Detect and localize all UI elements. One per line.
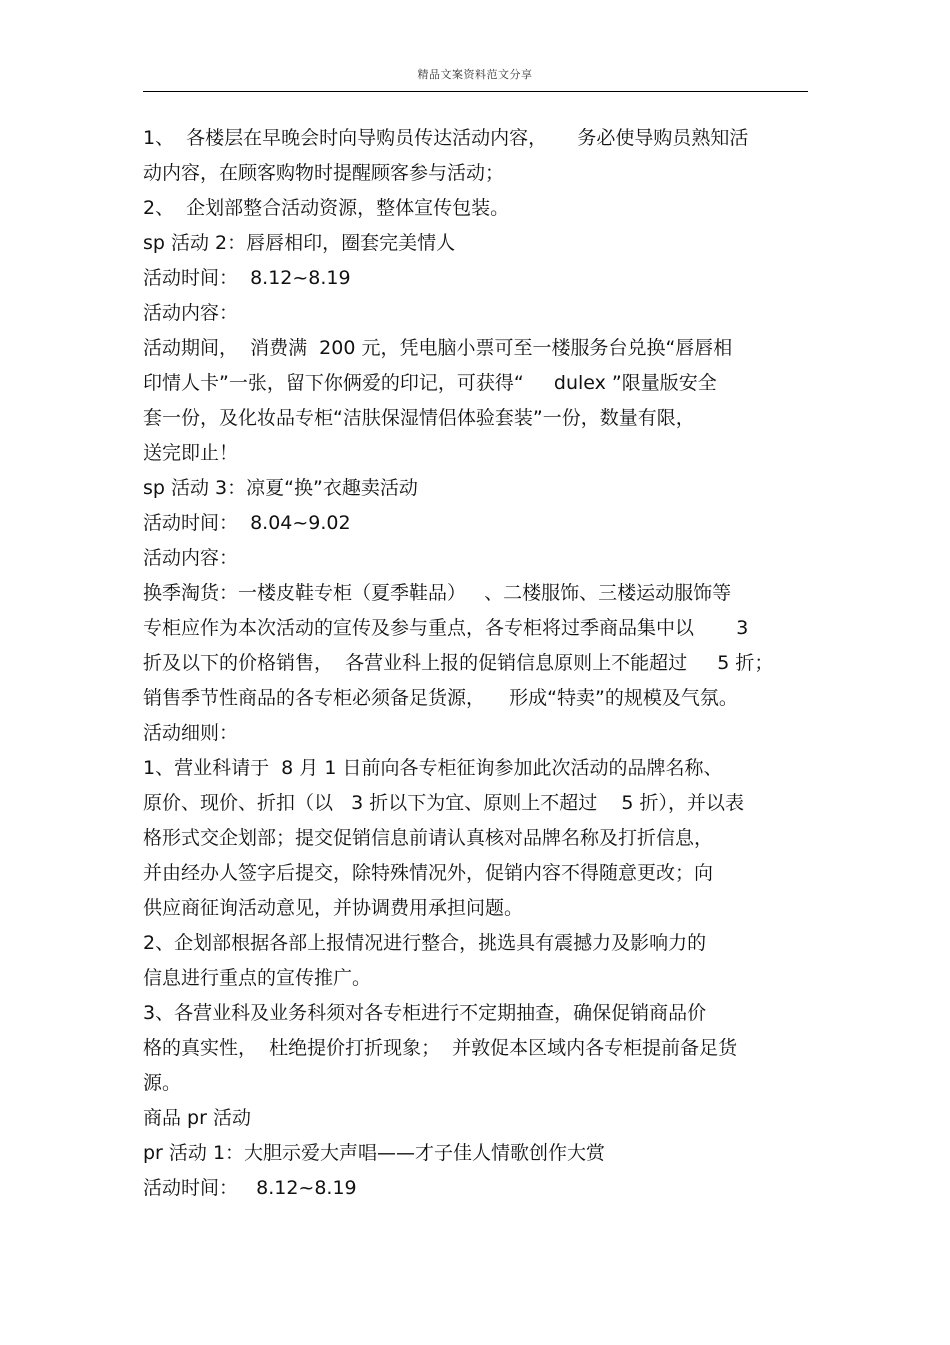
text-line: sp 活动 3：凉夏“换”衣趣卖活动 [143, 477, 418, 499]
text-line: 格的真实性， 杜绝提价打折现象； 并敦促本区域内各专柜提前备足货 [143, 1037, 738, 1059]
text-line: 源。 [143, 1072, 182, 1094]
text-line: 1、营业科请于 8 月 1 日前向各专柜征询参加此次活动的品牌名称、 [143, 757, 723, 779]
text-line: 活动期间， 消费满 200 元，凭电脑小票可至一楼服务台兑换“唇唇相 [143, 337, 733, 359]
text-line: 格形式交企划部；提交促销信息前请认真核对品牌名称及打折信息， [143, 827, 714, 849]
text-line: 动内容，在顾客购物时提醒顾客参与活动； [143, 162, 505, 184]
text-line: 活动时间： 8.12~8.19 [143, 267, 351, 289]
text-line: 商品 pr 活动 [143, 1107, 251, 1129]
text-line: sp 活动 2：唇唇相印，圈套完美情人 [143, 232, 456, 254]
text-line: 2、企划部根据各部上报情况进行整合，挑选具有震撼力及影响力的 [143, 932, 707, 954]
text-line: 换季淘货：一楼皮鞋专柜（夏季鞋品） 、二楼服饰、三楼运动服饰等 [143, 582, 732, 604]
header-divider [143, 91, 808, 92]
text-line: 活动细则： [143, 722, 239, 744]
document-body [143, 121, 833, 1206]
text-line: 专柜应作为本次活动的宣传及参与重点，各专柜将过季商品集中以 3 [143, 617, 749, 639]
text-line: 1、 各楼层在早晚会时向导购员传达活动内容， 务必使导购员熟知活 [143, 127, 749, 149]
text-line: 活动内容： [143, 547, 239, 569]
text-line: 2、 企划部整合活动资源，整体宣传包装。 [143, 197, 510, 219]
text-line: 供应商征询活动意见，并协调费用承担问题。 [143, 897, 524, 919]
text-line: 印情人卡”一张，留下你俩爱的印记，可获得“ dulex ”限量版安全 [143, 372, 717, 394]
text-line: 活动时间： 8.12~8.19 [143, 1177, 357, 1199]
text-line: 活动内容： [143, 302, 239, 324]
text-line: 3、各营业科及业务科须对各专柜进行不定期抽查，确保促销商品价 [143, 1002, 707, 1024]
text-line: 销售季节性商品的各专柜必须备足货源， 形成“特卖”的规模及气氛。 [143, 687, 738, 709]
text-line: 送完即止！ [143, 442, 239, 464]
text-line: 原价、现价、折扣（以 3 折以下为宜、原则上不超过 5 折），并以表 [143, 792, 745, 814]
page-header-title: 精品文案资料范文分享 [417, 68, 533, 81]
text-line: 并由经办人签字后提交，除特殊情况外，促销内容不得随意更改；向 [143, 862, 714, 884]
text-line: 套一份，及化妆品专柜“洁肤保湿情侣体验套装”一份，数量有限， [143, 407, 695, 429]
text-line: 活动时间： 8.04~9.02 [143, 512, 351, 534]
text-line: pr 活动 1：大胆示爱大声唱——才子佳人情歌创作大赏 [143, 1142, 606, 1164]
text-line: 信息进行重点的宣传推广。 [143, 967, 372, 989]
text-line: 折及以下的价格销售， 各营业科上报的促销信息原则上不能超过 5 折； [143, 652, 774, 674]
